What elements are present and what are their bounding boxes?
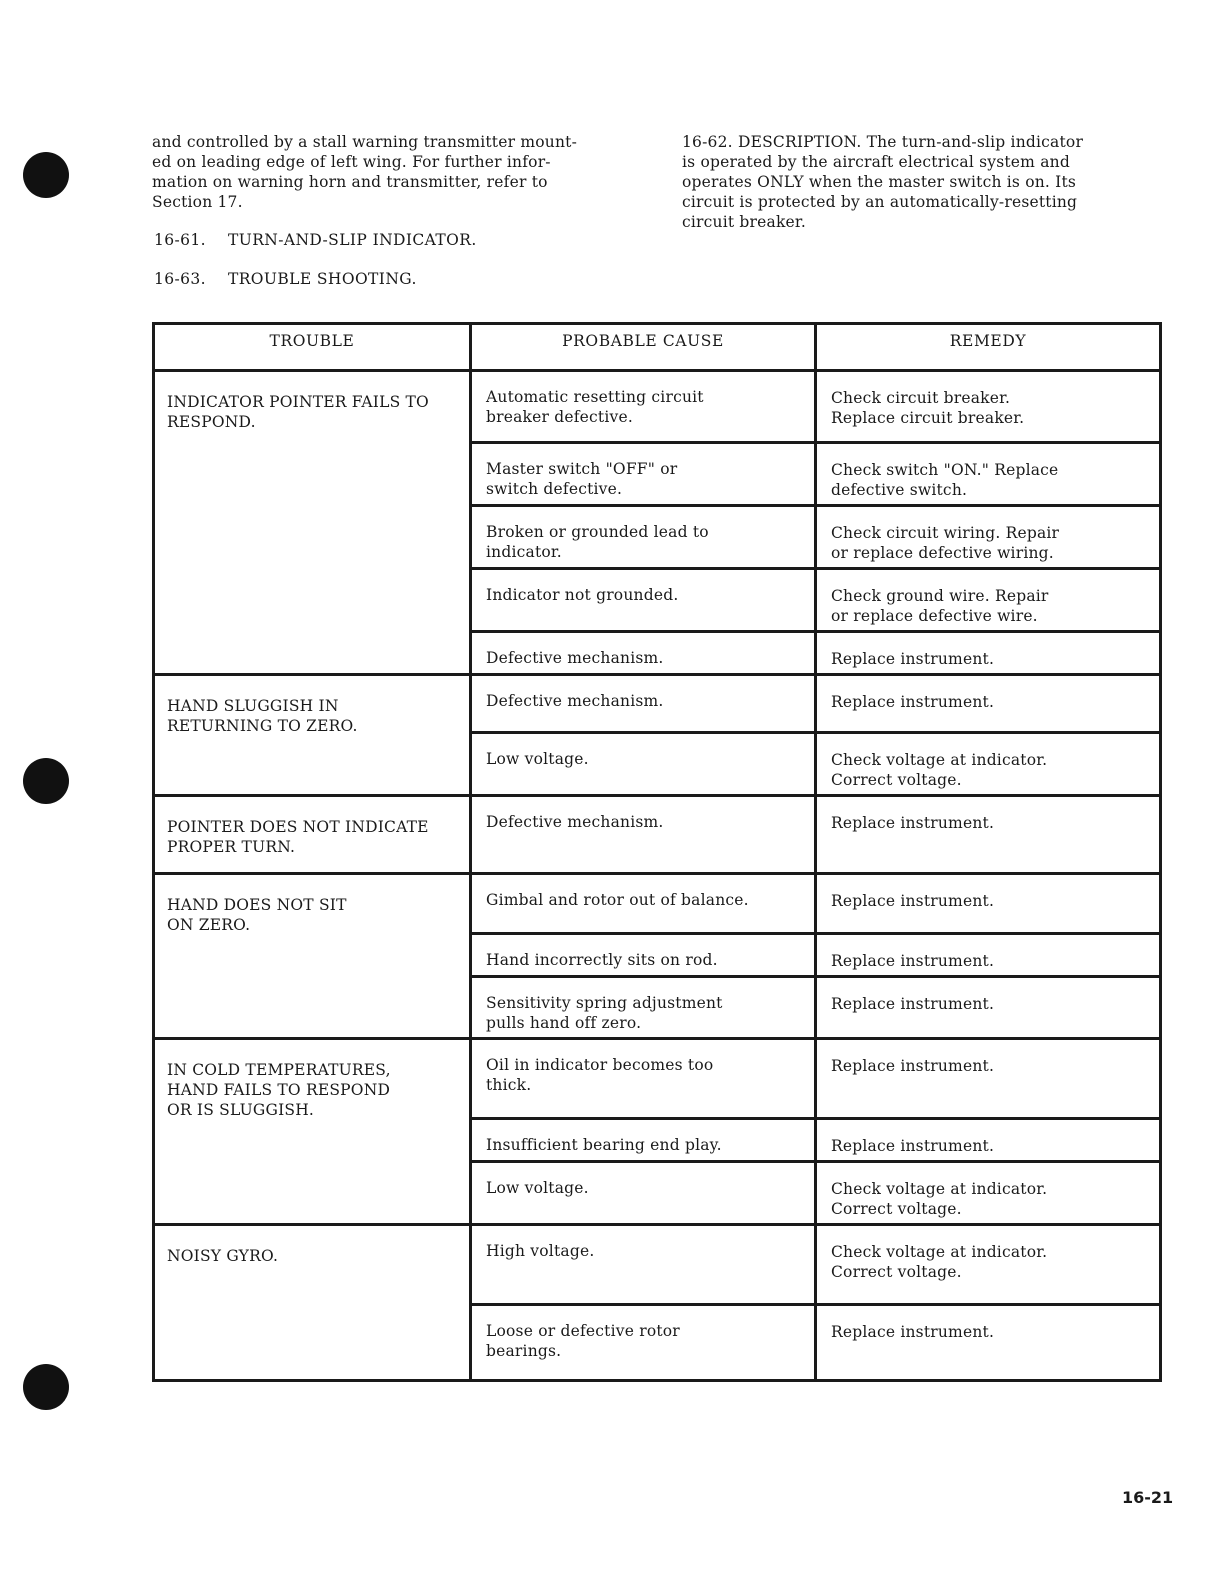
binder-hole [23,1364,69,1410]
trouble-text: IN COLD TEMPERATURES, HAND FAILS TO RESPOND OR IS SLUGGISH. [167,1061,391,1119]
remedy-text: Replace instrument. [831,814,995,832]
header-trouble: TROUBLE [154,324,471,371]
probable-cause-cell [471,371,816,443]
probable-cause-text: Loose or defective rotor bearings. [486,1322,680,1360]
probable-cause-text: Broken or grounded lead to indicator. [486,523,709,561]
remedy-text: Check circuit breaker. Replace circuit breaker. [831,389,1025,427]
table-row [154,874,1161,934]
probable-cause-cell [471,632,816,675]
section-number: 16-61. [154,231,207,249]
section-heading-turn-and-slip [154,231,477,249]
probable-cause-cell [471,1119,816,1162]
text-line: ed on leading edge of left wing. For further infor- [152,153,551,171]
probable-cause-text: Hand incorrectly sits on rod. [486,951,718,969]
remedy-text: Replace instrument. [831,650,995,668]
remedy-text: Replace instrument. [831,892,995,910]
remedy-cell [816,1305,1161,1381]
probable-cause-cell [471,733,816,796]
probable-cause-text: Low voltage. [486,750,589,768]
remedy-text: Replace instrument. [831,1137,995,1155]
probable-cause-text: Low voltage. [486,1179,589,1197]
table-row [154,371,1161,443]
header-probable-cause: PROBABLE CAUSE [471,324,816,371]
probable-cause-cell [471,1225,816,1305]
trouble-text: INDICATOR POINTER FAILS TO RESPOND. [167,393,429,431]
table-row [154,675,1161,733]
remedy-cell [816,443,1161,506]
remedy-text: Check voltage at indicator. Correct voltage. [831,1180,1048,1218]
remedy-text: Replace instrument. [831,995,995,1013]
probable-cause-cell [471,874,816,934]
remedy-cell [816,1119,1161,1162]
remedy-cell [816,977,1161,1039]
probable-cause-text: Insufficient bearing end play. [486,1136,722,1154]
remedy-cell [816,733,1161,796]
text-line: circuit breaker. [682,213,806,231]
trouble-cell [154,796,471,874]
remedy-cell [816,796,1161,874]
remedy-cell [816,569,1161,632]
probable-cause-text: Defective mechanism. [486,692,664,710]
trouble-text: HAND SLUGGISH IN RETURNING TO ZERO. [167,697,358,735]
remedy-cell [816,1039,1161,1119]
probable-cause-cell [471,1039,816,1119]
table-body [154,371,1161,1381]
probable-cause-text: Indicator not grounded. [486,586,679,604]
probable-cause-text: High voltage. [486,1242,595,1260]
probable-cause-text: Defective mechanism. [486,649,664,667]
trouble-cell [154,1039,471,1225]
table-row [154,1225,1161,1305]
remedy-cell [816,1225,1161,1305]
text-line: 16-62. DESCRIPTION. The turn-and-slip indicator [682,133,1084,151]
binder-hole [23,152,69,198]
remedy-text: Replace instrument. [831,693,995,711]
probable-cause-text: Sensitivity spring adjustment pulls hand off zero. [486,994,723,1032]
probable-cause-cell [471,443,816,506]
probable-cause-cell [471,977,816,1039]
remedy-text: Check voltage at indicator. Correct voltage. [831,1243,1048,1281]
table-row [154,796,1161,874]
probable-cause-cell [471,934,816,977]
text-line: is operated by the aircraft electrical system and [682,153,1070,171]
remedy-text: Replace instrument. [831,1057,995,1075]
probable-cause-cell [471,506,816,569]
probable-cause-text: Oil in indicator becomes too thick. [486,1056,714,1094]
text-line: Section 17. [152,193,243,211]
description-paragraph [682,132,1083,232]
binder-hole [23,758,69,804]
trouble-cell [154,675,471,796]
section-number: 16-63. [154,270,207,288]
header-remedy: REMEDY [816,324,1161,371]
probable-cause-cell [471,569,816,632]
remedy-cell [816,371,1161,443]
page-number: 16-21 [1122,1488,1174,1507]
trouble-text: NOISY GYRO. [167,1247,279,1265]
remedy-text: Replace instrument. [831,1323,995,1341]
section-title: TROUBLE SHOOTING. [228,270,417,288]
probable-cause-cell [471,675,816,733]
probable-cause-text: Defective mechanism. [486,813,664,831]
trouble-text: HAND DOES NOT SIT ON ZERO. [167,896,347,934]
table-row [154,1039,1161,1119]
trouble-cell [154,874,471,1039]
remedy-cell [816,506,1161,569]
section-title: TURN-AND-SLIP INDICATOR. [228,231,477,249]
trouble-cell [154,1225,471,1381]
remedy-text: Check ground wire. Repair or replace defective wire. [831,587,1049,625]
remedy-cell [816,632,1161,675]
intro-left-paragraph [152,132,577,212]
remedy-cell [816,874,1161,934]
remedy-cell [816,934,1161,977]
trouble-shooting-table [152,322,1162,1382]
text-line: operates ONLY when the master switch is on. Its [682,173,1077,191]
section-heading-trouble-shooting [154,270,417,288]
remedy-text: Check voltage at indicator. Correct voltage. [831,751,1048,789]
probable-cause-cell [471,796,816,874]
text-line: mation on warning horn and transmitter, refer to [152,173,548,191]
remedy-cell [816,1162,1161,1225]
text-line: and controlled by a stall warning transmitter mount- [152,133,578,151]
text-line: circuit is protected by an automatically-resetting [682,193,1078,211]
probable-cause-text: Automatic resetting circuit breaker defective. [486,388,704,426]
probable-cause-text: Gimbal and rotor out of balance. [486,891,749,909]
remedy-text: Replace instrument. [831,952,995,970]
trouble-cell [154,371,471,675]
remedy-text: Check circuit wiring. Repair or replace defective wiring. [831,524,1060,562]
probable-cause-cell [471,1162,816,1225]
probable-cause-text: Master switch "OFF" or switch defective. [486,460,678,498]
table-header-row [154,324,1161,371]
remedy-cell [816,675,1161,733]
probable-cause-cell [471,1305,816,1381]
trouble-text: POINTER DOES NOT INDICATE PROPER TURN. [167,818,429,856]
remedy-text: Check switch "ON." Replace defective switch. [831,461,1059,499]
